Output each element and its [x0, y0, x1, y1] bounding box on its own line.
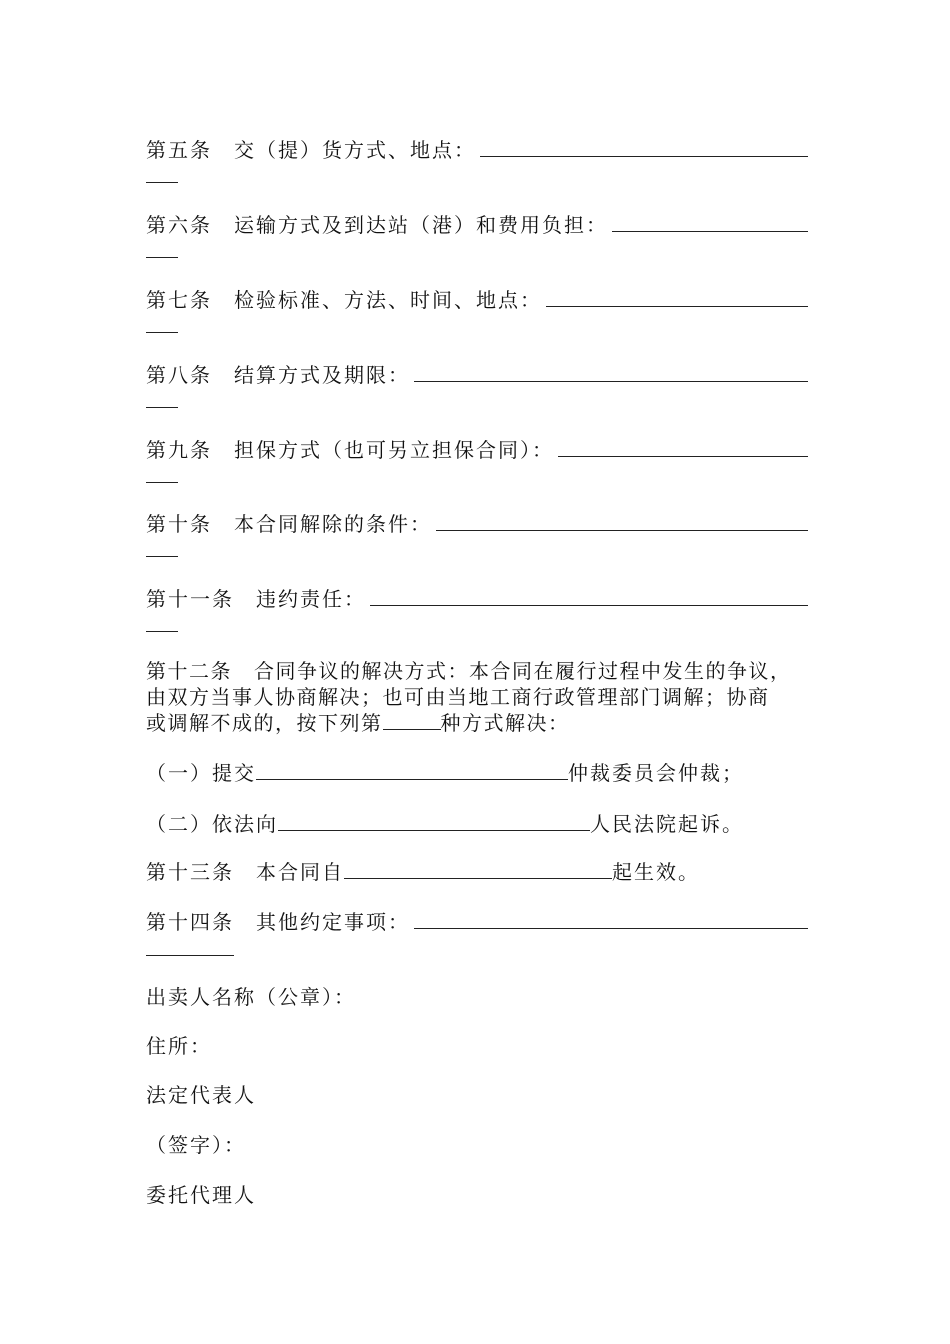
fill-blank[interactable] — [436, 510, 808, 531]
fill-blank[interactable] — [414, 361, 808, 382]
blank-continuation — [146, 482, 178, 483]
option-1 — [146, 759, 744, 787]
signature-text: （签字）： — [146, 1133, 246, 1157]
clause-text: 其他约定事项： — [256, 910, 410, 934]
clause-12 — [146, 658, 808, 736]
option-text: （一）提交 — [146, 761, 256, 785]
clause-11 — [146, 585, 808, 613]
clause-text: 由双方当事人协商解决；也可由当地工商行政管理部门调解；协商 — [146, 685, 770, 709]
clause-text: 种方式解决： — [440, 711, 570, 735]
clause-number: 第十一条 — [146, 587, 234, 611]
signature-label — [146, 1131, 808, 1159]
blank-continuation — [146, 332, 178, 333]
clause-text: 运输方式及到达站（港）和费用负担： — [234, 213, 608, 237]
seller-name-text: 出卖人名称（公章）： — [146, 985, 356, 1009]
clause-number: 第十四条 — [146, 910, 234, 934]
clause-text: 或调解不成的，按下列第 — [146, 711, 383, 735]
clause-5 — [146, 136, 808, 164]
clause-text: 起生效。 — [612, 860, 700, 884]
effective-date-blank[interactable] — [344, 858, 612, 879]
option-text: 人民法院起诉。 — [590, 812, 744, 836]
clause-number: 第十二条 — [146, 659, 232, 683]
clause-text: 交（提）货方式、地点： — [234, 138, 476, 162]
legal-rep-label — [146, 1081, 808, 1109]
fill-blank[interactable] — [558, 436, 808, 457]
clause-9 — [146, 436, 808, 464]
clause-14 — [146, 908, 808, 936]
fill-blank[interactable] — [480, 136, 808, 157]
address-label — [146, 1032, 808, 1060]
option-number-blank[interactable] — [383, 711, 441, 730]
fill-blank[interactable] — [546, 286, 808, 307]
clause-8 — [146, 361, 808, 389]
clause-number: 第七条 — [146, 288, 212, 312]
clause-text: 本合同解除的条件： — [234, 512, 432, 536]
arbitration-commission-blank[interactable] — [256, 759, 568, 780]
clause-number: 第六条 — [146, 213, 212, 237]
clause-text: 合同争议的解决方式：本合同在履行过程中发生的争议， — [254, 659, 792, 683]
clause-text: 检验标准、方法、时间、地点： — [234, 288, 542, 312]
address-text: 住所： — [146, 1034, 212, 1058]
clause-number: 第八条 — [146, 363, 212, 387]
option-2 — [146, 810, 744, 838]
clause-7 — [146, 286, 808, 314]
clause-number: 第五条 — [146, 138, 212, 162]
agent-label — [146, 1181, 808, 1209]
court-blank[interactable] — [278, 810, 590, 831]
blank-continuation — [146, 257, 178, 258]
clause-text: 违约责任： — [256, 587, 366, 611]
option-text: （二）依法向 — [146, 812, 278, 836]
blank-continuation — [146, 182, 178, 183]
fill-blank[interactable] — [370, 585, 808, 606]
option-text: 仲裁委员会仲裁； — [568, 761, 744, 785]
clause-13 — [146, 858, 700, 886]
clause-text: 担保方式（也可另立担保合同）： — [234, 438, 554, 462]
clause-6 — [146, 211, 808, 239]
blank-continuation — [146, 407, 178, 408]
clause-number: 第九条 — [146, 438, 212, 462]
clause-text: 结算方式及期限： — [234, 363, 410, 387]
clause-10 — [146, 510, 808, 538]
blank-continuation — [146, 556, 178, 557]
seller-name-label — [146, 983, 808, 1011]
blank-continuation — [146, 631, 178, 632]
clause-number: 第十三条 — [146, 860, 234, 884]
legal-rep-text: 法定代表人 — [146, 1083, 256, 1107]
clause-text: 本合同自 — [256, 860, 344, 884]
fill-blank[interactable] — [414, 908, 808, 929]
agent-text: 委托代理人 — [146, 1183, 256, 1207]
clause-number: 第十条 — [146, 512, 212, 536]
blank-continuation — [146, 955, 234, 956]
fill-blank[interactable] — [612, 211, 808, 232]
